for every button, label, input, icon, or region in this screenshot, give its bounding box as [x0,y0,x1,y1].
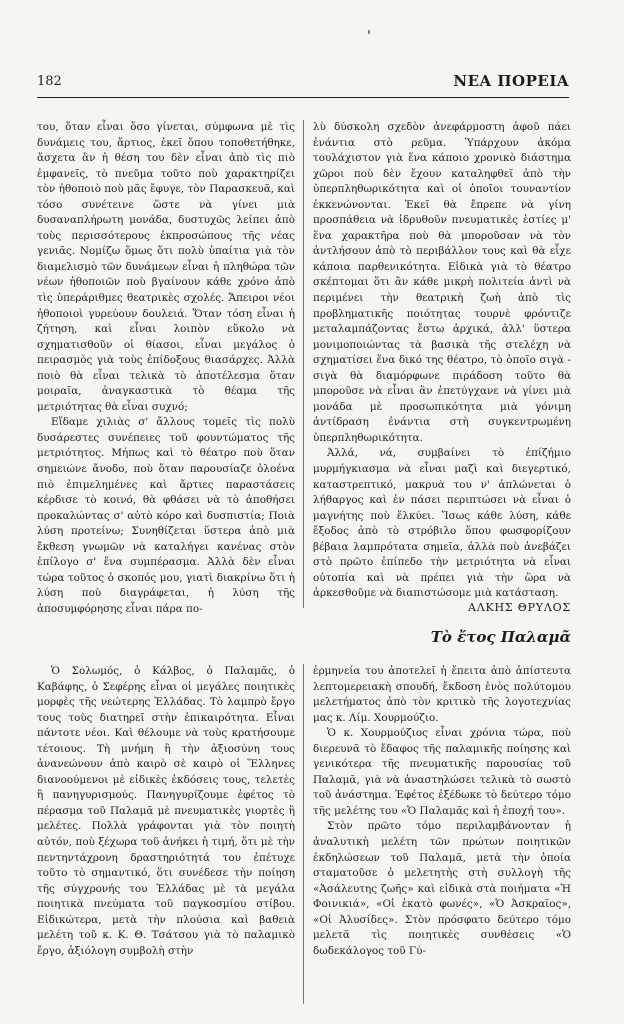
article1-right-column [313,120,571,602]
article2-right-column [313,664,571,959]
column-divider [303,120,304,608]
column-divider [303,664,304,1004]
article-title: Τὸ ἔτος Παλαμᾶ [430,628,571,646]
paragraph: Ὁ Σολωμός, ὁ Κάλβος, ὁ Παλαμᾶς, ὁ Καβάφης, ὁ Σεφέρης εἶναι οἱ μεγάλες ποιητικὲς μορφὲς τῆς νεώτερης Ἑλλάδας. Τὸ λαμπρὸ ἔργο τους τοὺς διατηρεῖ στὴν ἐπικαιρότητα. Εἶναι πάντοτε νέοι. Καὶ θέλουμε νὰ τοὺς κρατήσουμε τέτοιους. Τὴ μνήμη ἢ τὴν ἀξιοσύνη τους ἀνανεώνουν ἀπὸ καιρὸ σὲ καιρὸ οἱ Ἕλληνες διανοούμενοι μὲ εἰδικὲς ἐκδόσεις τους, τελετὲς ἢ πανηγυρισμούς. Πανηγυρίζουμε ἐφέτος τὸ πέρασμα τοῦ Παλαμᾶ μὲ πνευματικὲς γιορτὲς ἢ μελέτες. Πολλὰ γράφονται γιὰ τὸν ποιητὴ αὐτόν, ποὺ ξέχωρα τοῦ ἀνήκει ἡ τιμή, ὅτι μὲ τὴν πεντηντάχρονη δραστηριότητά του ἐπέτυχε τοῦτο τὸ σημαντικό, ὅτι συνέδεσε τὴν ποίηση τῆς σύγχρονής του Ἑλλάδας μὲ τὰ μεγάλα ποιητικὰ πνεύματα τοῦ παγκοσμίου στίβου. Εἰδικώτερα, μετὰ τὴν πλούσια καὶ βαθειὰ μελέτη τοῦ κ. Κ. Θ. Τσάτσου γιὰ τὸ παλαμικὸ ἔργο, ἀξιόλογη συμβολὴ στὴν [37,665,295,957]
paragraph: ἑρμηνεία του ἀποτελεῖ ἡ ἔπειτα ἀπὸ ἀπίστευτα λεπτομερειακὴ σπουδή, ἔκδοση ἑνὸς πολύτομου μελετήματος ἀπὸ τὸν κριτικὸ τῆς λογοτεχνίας μας κ. Λίμ. Χουρμούζιο. [313,665,571,724]
paragraph: Στὸν πρῶτο τόμο περιλαμβάνονταν ἡ ἀναλυτικὴ μελέτη τῶν πρώτων ποιητικῶν ἐκδηλώσεων τοῦ Παλαμᾶ, μετὰ τὴν ὁποία σταματοῦσε ὁ μελετητὴς στὴ συλλογὴ τῆς «Ἀσάλευτης ζωῆς» καὶ εἰδικὰ στὰ ποιήματα «Ἡ Φοινικιά», «Οἱ ἑκατὸ φωνές», «Ὁ Ἀσκραῖος», «Οἱ Ἀλυσίδες». Στὸν πρόσφατο δεύτερο τόμο μελετᾶ τὶς ποιητικὲς συνθέσεις «Ὁ δωδεκάλογος τοῦ Γύ- [313,820,571,957]
page-number: 182 [37,74,62,89]
scan-speck [368,30,370,34]
author-signature: ΑΛΚΗΣ ΘΡΥΛΟΣ [468,601,571,614]
paragraph: Εἴδαμε χιλιὰς σ' ἄλλους τομεῖς τὶς πολὺ δυσάρεστες συνέπειες τοῦ φουντώματος τῆς μετριότητος. Μήπως καὶ τὸ θέατρο ποὺ ὅταν σημειώνε ἄνοδο, ποὺ ὅταν παρουσίαζε ὁλοένα πιὸ ἐπιμελημένες καὶ ἄρτιες παραστάσεις κέρδισε τὸ κοινό, θὰ φθάσει νὰ τὸ ἀποθήσει προκαλώντας σ' αὐτὸ κόρο καὶ δυσπιστία; Ποιὰ λύση προτείνω; Συνηθίζεται ὕστερα ἀπὸ μιὰ ἔκθεση γνωμῶν νὰ καταλήγει κανένας στὸν ἐπίλογο σ' ἕνα συμπέρασμα. Ἀλλὰ δὲν εἶναι τώρα τοῦτος ὁ σκοπός μου, γιατὶ διακρίνω ὅτι ἡ λύση ποὺ διαγράφεται, ἡ λύση τῆς ἀποσυμφόρησης εἶναι πάρα πο- [37,416,295,615]
paragraph: Ὁ κ. Χουρμούζιος εἶναι χρόνια τώρα, ποὺ διερευνᾶ τὸ ἔδαφος τῆς παλαμικῆς ποίησης καὶ γενικότερα τῆς πνευματικῆς παρουσίας τοῦ Παλαμᾶ, γιὰ νὰ ἀναστηλώσει τελικὰ τὸ σωστὸ τοῦ ἀνάστημα. Ἐφέτος ἐξέδωκε τὸ δεύτερο τόμο τῆς μελέτης του «Ὁ Παλαμᾶς καὶ ἡ ἐποχή του». [313,727,571,817]
paragraph: Ἀλλά, νά, συμβαίνει τὸ ἐπίζήμιο μυρμήγκιασμα νὰ εἶναι μαζὶ καὶ διεγερτικό, καταστρεπτικό, μακρυὰ του ν' ἀπλώνεται ὁ λήθαργος καὶ ἐν πάσει περιπτώσει νὰ εἶναι ὁ μαγνήτης ποὺ ἕλκύει. Ἴσως κάθε λύση, κάθε ἔξοδος ἀπὸ τὸ στρόβιλο ὅπου φωσφορίζουν βέβαια λαμπρότατα σημεῖα, ἀλλὰ ποὺ ἀνεβάζει στὸ πρῶτο ἐπίπεδο τὴν μετριότητα νὰ εἶναι οὐτοπία καὶ νὰ πρέπει γιὰ τὴν ὥρα νὰ ἀρκεσθοῦμε νὰ διαπιστώσομε μιὰ κατάσταση. [313,447,571,600]
article1-left-column [37,120,295,618]
header-rule [37,97,569,98]
article2-left-column [37,664,295,959]
journal-title: ΝΕΑ ΠΟΡΕΙΑ [453,72,569,90]
paragraph: λὺ δύσκολη σχεδὸν ἀνεφάρμοστη ἀφοῦ πάει ἐνάντια στὸ ρεῦμα. Ὑπάρχουν ἀκόμα τουλάχιστον γιὰ ἕνα κάποιο χρονικὸ διάστημα χῶροι ποὺ δὲν ἔχουν καταληφθεῖ ἀπὸ τὴν ὑπερπληθωρικότητα καὶ οἱ ὁποῖοι τουναντίον ἐκκενώνονται. Ἐκεῖ θὰ ἔπρεπε νὰ γίνη προσπάθεια νὰ ἱδρυθοῦν πνευματικὲς ἑστίες μ' ἕνα χαρακτῆρα ποὺ θὰ μποροῦσαν νὰ τὸν ἀντλήσουν ἀπὸ τὸ περιβάλλον τους καὶ θὰ εἶχε κάποια παρθενικότητα. Εἰδικὰ γιὰ τὸ θέατρο σκέπτομαι ὅτι ἂν κάθε μικρὴ πολιτεία ἀντὶ νὰ περιμένει τὴν θεατρικὴ ζωὴ ἀπὸ τὶς προβληματικῆς ποιότητας τουρνὲ φρόντιζε μεταλαμπάζοντας ἔστω ἀρχικά, ἀλλ' ὕστερα μονιμοποιώντας τὰ βασικὰ τῆς στελέχη νὰ σχηματίσει ἕνα δικό της θέατρο, τὸ ὁποῖο σιγὰ - σιγὰ θὰ διαμόρφωνε πιράδοση τοῦτο θὰ μποροῦσε νὰ εἶναι ἂν ἐπετύγχανε νὰ γίνει μιὰ μονάδα μὲ προσωπικότητα μιὰ γόνιμη ἀντίδραση ἐνάντια στὴ συγκεντρωμένη ὑπερπληθωρικότητα. [313,121,571,444]
paragraph: του, ὅταν εἶναι ὅσο γίνεται, σύμφωνα μὲ τὶς δυνάμεις του, ἄρτιος, ἐκεῖ ὅπου τοποθετήθηκε, ἄσχετα ἂν ἡ θέση του δὲν εἶναι ἀπὸ τὶς πιὸ ἐμφανεῖς, τὸ πνεῦμα τοῦτο ποὺ χαρακτηρίζει τὸν ἠθοποιὸ ποὺ μᾶς ἔφυγε, τὸν Παρασκευᾶ, καὶ τόσο συνέτεινε ὥστε νὰ γίνει μιὰ δυσαναπλήρωτη μονάδα, δυστυχῶς λείπει ἀπὸ τοὺς περισσότερους ἐκπροσώπους τῆς νέας γενιᾶς. Νομίζω ὅμως ὅτι πολὺ ὑπαίτια γιὰ τὸν διαμελισμὸ τῶν δυνάμεων εἶναι ἡ πληθώρα τῶν νέων ἠθοποιῶν ποὺ βγαίνουν κάθε χρόνο ἀπὸ τὶς ὑπεράριθμες θεατρικὲς σχολές. Ἄπειροι νέοι ἠθοποιοὶ γυρεύουν δουλειά. Ὅταν τόση εἶναι ἡ ζήτηση, καὶ εἶναι λοιπὸν εὔκολο νὰ σχηματισθοῦν οἱ θίασοι, εἶναι μεγάλος ὁ πειρασμὸς γιὰ τοὺς ἐπίδοξους θιασάρχες. Ἀλλὰ ποιὸ θὰ εἶναι τελικὰ τὸ ἀποτέλεσμα ὅταν μοιραῖα, ἀναγκαστικὰ τὸ θέαμα τῆς μετριότητας θὰ εἶναι συχνό; [37,121,295,413]
running-header [37,72,569,96]
